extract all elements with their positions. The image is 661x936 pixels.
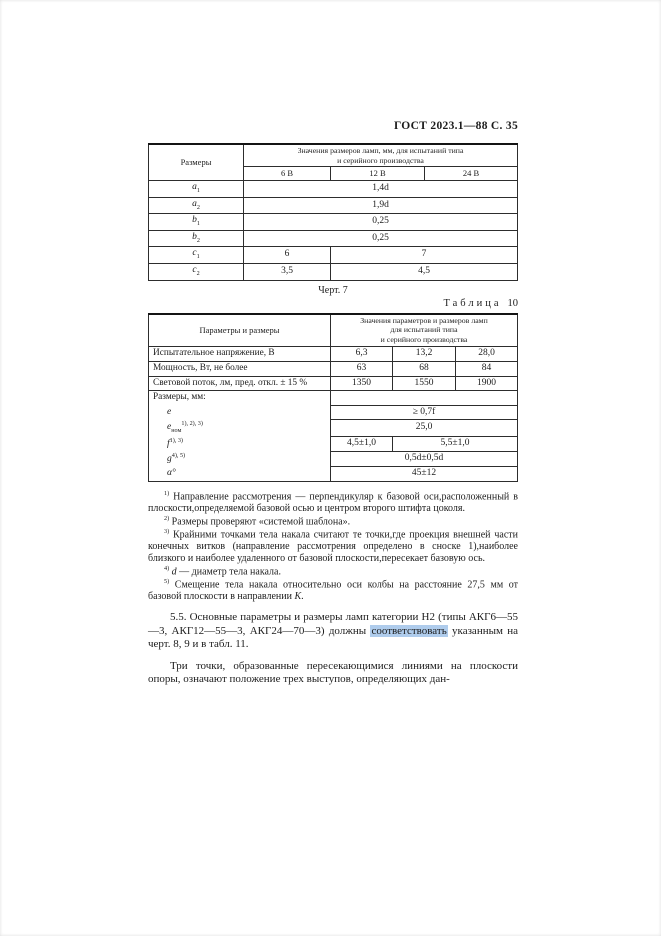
highlighted-text: соответствовать bbox=[371, 624, 447, 637]
row-label bbox=[149, 420, 331, 437]
row-label: Размеры, мм: bbox=[149, 391, 331, 405]
param-header-cell: Размеры bbox=[149, 144, 244, 181]
row-label: Мощность, Вт, не более bbox=[149, 361, 331, 376]
row-value: 1550 bbox=[393, 376, 456, 391]
column-header-6v: 6 В bbox=[244, 167, 331, 181]
table10-label bbox=[148, 298, 518, 309]
footnote-marker: 5) bbox=[164, 578, 170, 586]
row-value: 1350 bbox=[331, 376, 393, 391]
table-row-a1 bbox=[149, 181, 518, 198]
param-symbol: b bbox=[192, 231, 197, 242]
column-header-12v: 12 В bbox=[331, 167, 425, 181]
row-value: 5,5±1,0 bbox=[393, 437, 518, 452]
footnote-2 bbox=[148, 515, 518, 528]
row-value: 1,4d bbox=[244, 181, 518, 198]
param-symbol: f bbox=[167, 438, 170, 449]
row-label bbox=[149, 197, 244, 214]
param-symbol: К bbox=[294, 591, 302, 603]
footnote-5 bbox=[148, 578, 518, 603]
footnotes-block bbox=[148, 490, 518, 603]
param-subscript: 2 bbox=[196, 204, 200, 211]
row-value-6v: 6 bbox=[244, 247, 331, 264]
param-header-cell: Параметры и размеры bbox=[149, 314, 331, 347]
footnote-marks: 4), 5) bbox=[171, 452, 186, 459]
param-symbol: e bbox=[167, 406, 172, 417]
row-label bbox=[149, 405, 331, 420]
row-value: 84 bbox=[456, 361, 518, 376]
param-subscript: 1 bbox=[196, 221, 200, 228]
param-subscript: 1 bbox=[196, 254, 200, 261]
row-value: 63 bbox=[331, 361, 393, 376]
table-row-b1 bbox=[149, 214, 518, 231]
row-value: 68 bbox=[393, 361, 456, 376]
row-value: ≥ 0,7f bbox=[331, 405, 518, 420]
footnote-text: Крайними точками тела накала считают те точки,где проекция внешней части конечных витков (направление рассмотрения определено в сноске 1),наиболее близкого и наиболее удаленного от базовой плоскости,пересекает базовую ось. bbox=[148, 529, 519, 565]
row-label bbox=[149, 230, 244, 247]
row-value-12-24v: 7 bbox=[331, 247, 518, 264]
param-symbol: b bbox=[192, 215, 197, 226]
footnote-marker: 1) bbox=[164, 490, 170, 498]
param-symbol: a bbox=[192, 182, 197, 193]
paragraph-final: Три точки, образованные пересекающимися линиями на плоскости опоры, означают положение трех выступов, определяющих дан- bbox=[148, 659, 518, 686]
table-label-number: 10 bbox=[507, 297, 518, 309]
param-symbol: c bbox=[192, 248, 197, 259]
values-header-line: и серийного производства bbox=[380, 335, 468, 345]
header-row bbox=[149, 314, 518, 347]
param-subscript: 2 bbox=[196, 270, 200, 277]
row-label bbox=[149, 247, 244, 264]
table-row-flux bbox=[149, 376, 518, 391]
param-subscript: ном bbox=[171, 428, 182, 435]
param-symbol: e bbox=[167, 422, 172, 433]
row-label: Испытательное напряжение, В bbox=[149, 346, 331, 361]
table-10-parameters bbox=[148, 313, 518, 483]
paragraph-text: 5.5. Основные параметры и размеры ламп категории Н2 (типы АКГ6—55—3, АКГ12—55—3, АКГ24—70—3) должны bbox=[148, 610, 518, 637]
table-row-f bbox=[149, 437, 518, 452]
row-label bbox=[149, 452, 331, 467]
row-label bbox=[149, 181, 244, 198]
values-header-cell bbox=[331, 314, 518, 347]
param-symbol: α° bbox=[167, 468, 176, 479]
footnote-marks: 1), 2), 3) bbox=[181, 420, 203, 427]
paragraph-5-5 bbox=[148, 611, 518, 652]
row-label bbox=[149, 214, 244, 231]
footnote-4 bbox=[148, 565, 518, 578]
row-value: 0,5d±0,5d bbox=[331, 452, 518, 467]
header-row-1 bbox=[149, 144, 518, 167]
footnote-marks: 1), 3) bbox=[169, 437, 183, 444]
row-value: 1900 bbox=[456, 376, 518, 391]
footnote-marker: 3) bbox=[164, 528, 170, 536]
footnote-text: Смещение тела накала относительно оси колбы на расстояние 27,5 мм от базовой плоскости в направлении bbox=[148, 579, 519, 603]
row-value: 1,9d bbox=[244, 197, 518, 214]
row-value: 28,0 bbox=[456, 346, 518, 361]
table-row-b2 bbox=[149, 230, 518, 247]
row-value-6v: 3,5 bbox=[244, 264, 331, 281]
row-value: 45±12 bbox=[411, 468, 437, 479]
param-subscript: 1 bbox=[196, 187, 200, 194]
footnote-text: . bbox=[301, 591, 304, 603]
row-value: 4,5±1,0 bbox=[331, 437, 393, 452]
values-header-line: и серийного производства bbox=[337, 155, 424, 165]
param-symbol: d bbox=[171, 566, 177, 578]
values-header-line: Значения параметров и размеров ламп bbox=[360, 315, 488, 325]
footnote-text: — диаметр тела накала. bbox=[176, 566, 281, 578]
row-value: 0,25 bbox=[244, 230, 518, 247]
footnote-text: Размеры проверяют «системой шаблона». bbox=[171, 516, 351, 528]
table-row-g bbox=[149, 452, 518, 467]
row-label bbox=[149, 264, 244, 281]
values-header-line: Значения размеров ламп, мм, для испытаний типа bbox=[297, 146, 464, 155]
footnote-text: Направление рассмотрения — перпендикуляр к базовой оси,расположенный в плоскости,определяемой базовой осью и центром второго штифта цоколя. bbox=[148, 491, 518, 515]
row-label: Световой поток, лм, пред. откл. ± 15 % bbox=[149, 376, 331, 391]
page-header: ГОСТ 2023.1—88 С. 35 bbox=[393, 120, 518, 132]
footnote-1 bbox=[148, 490, 518, 515]
table-row-voltage bbox=[149, 346, 518, 361]
figure7-dimensions-table bbox=[148, 143, 518, 281]
row-value: 6,3 bbox=[331, 346, 393, 361]
table-row-c2 bbox=[149, 264, 518, 281]
page-content bbox=[148, 120, 518, 687]
values-header-cell bbox=[244, 144, 518, 167]
values-header-line: для испытаний типа bbox=[390, 325, 458, 335]
table-label-word: Таблица bbox=[443, 297, 502, 309]
footnote-marker: 4) bbox=[164, 564, 170, 572]
table-row-c1 bbox=[149, 247, 518, 264]
footnote-marker: 2) bbox=[164, 515, 170, 523]
table-row-e bbox=[149, 405, 518, 420]
table-row-a2 bbox=[149, 197, 518, 214]
table-row-power bbox=[149, 361, 518, 376]
row-value: 0,25 bbox=[244, 214, 518, 231]
table-row-sizes-header bbox=[149, 391, 518, 405]
row-label bbox=[149, 437, 331, 452]
param-subscript: 2 bbox=[196, 237, 200, 244]
paragraph-text: указанным на черт. 8, 9 и в табл. 11. bbox=[148, 624, 519, 651]
row-label bbox=[149, 467, 331, 482]
param-symbol: g bbox=[167, 453, 172, 464]
footnote-3 bbox=[148, 528, 518, 565]
row-value: 13,2 bbox=[393, 346, 456, 361]
row-value-12-24v: 4,5 bbox=[331, 264, 518, 281]
param-symbol: c bbox=[192, 265, 197, 276]
table-row-alpha bbox=[149, 467, 518, 482]
table-row-enom bbox=[149, 420, 518, 437]
row-value: 25,0 bbox=[331, 420, 518, 437]
column-header-24v: 24 В bbox=[425, 167, 518, 181]
param-symbol: a bbox=[192, 198, 197, 209]
figure-caption: Черт. 7 bbox=[318, 284, 348, 296]
row-value-empty bbox=[331, 391, 518, 405]
